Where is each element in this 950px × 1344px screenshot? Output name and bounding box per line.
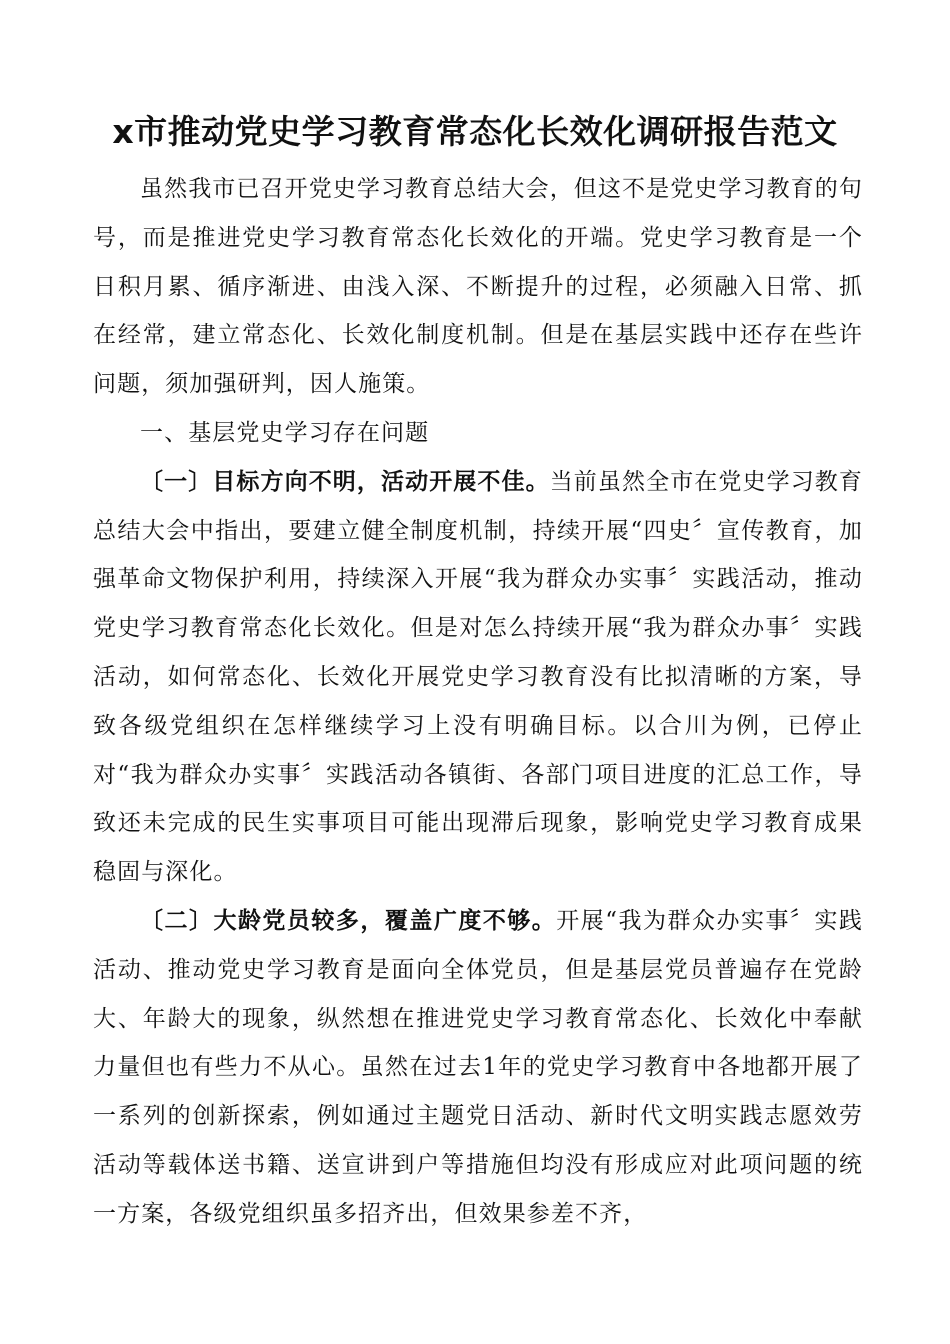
problem-item-2-text: 开展“我为群众办实事〞实践活动、推动党史学习教育是面向全体党员，但是基层党员普遍存在党龄大、年龄大的现象，纵然想在推进党史学习教育常态化、长效化中奉献力量但也有些力不从心。虽然在过去1年的党史学习教育中各地都开展了一系列的创新探索，例如通过主题党日活动、新时代文明实践志愿效劳活动等载体送书籍、送宣讲到户等措施但均没有形成应对此项问题的统一方案，各级党组织虽多招齐出，但效果参差不齐， (93, 907, 864, 1227)
problem-item-1-lead: 〔一〕目标方向不明，活动开展不佳。 (140, 468, 550, 495)
section-heading: 一、基层党史学习存在问题 (140, 419, 430, 446)
problem-item-2 (93, 897, 863, 1239)
problem-item-1 (93, 458, 863, 897)
intro-paragraph: 虽然我市已召开党史学习教育总结大会，但这不是党史学习教育的句号，而是推进党史学习教育常态化长效化的开端。党史学习教育是一个日积月累、循序渐进、由浅入深、不断提升的过程，必须融入日常、抓在经常，建立常态化、长效化制度机制。但是在基层实践中还存在些许问题，须加强研判，因人施策。 (93, 176, 863, 398)
problem-item-2-lead: 〔二〕大龄党员较多，覆盖广度不够。 (140, 907, 557, 934)
document-title: x市推动党史学习教育常态化长效化调研报告范文 (112, 112, 838, 151)
problem-item-1-text: 当前虽然全市在党史学习教育总结大会中指出，要建立健全制度机制，持续开展“四史〞宣传教育，加强革命文物保护利用，持续深入开展“我为群众办实事〞实践活动，推动党史学习教育常态化长效化。但是对怎么持续开展“我为群众办事〞实践活动，如何常态化、长效化开展党史学习教育没有比拟清晰的方案，导致各级党组织在怎样继续学习上没有明确目标。以合川为例，已停止对“我为群众办实事〞实践活动各镇街、各部门项目进度的汇总工作，导致还未完成的民生实事项目可能出现滞后现象，影响党史学习教育成果稳固与深化。 (93, 468, 864, 886)
document-body (93, 165, 863, 1239)
